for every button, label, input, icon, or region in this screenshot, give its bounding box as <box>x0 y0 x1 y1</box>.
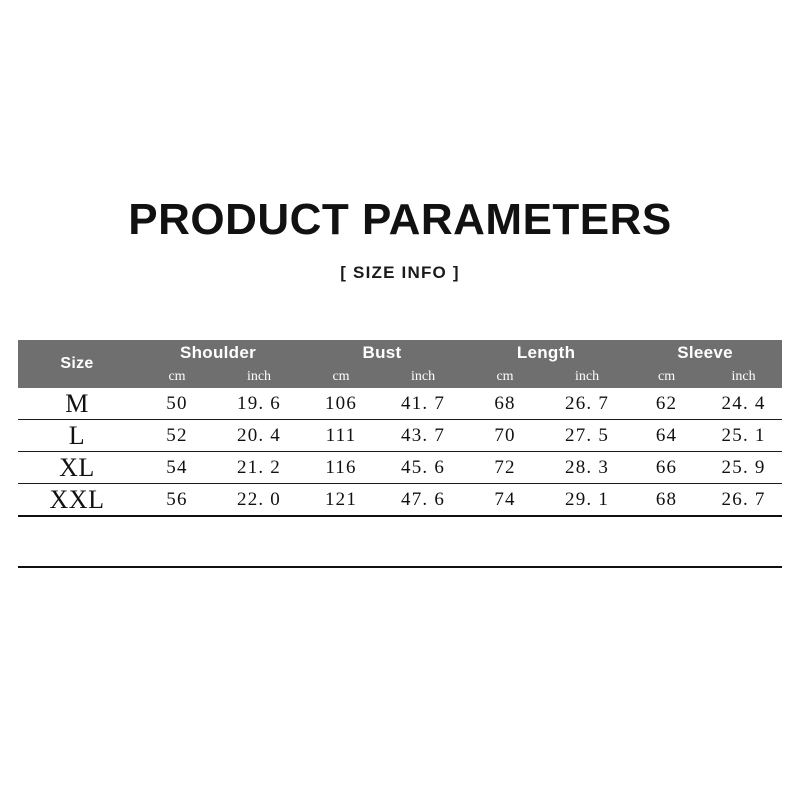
page-subtitle: [ SIZE INFO ] <box>340 263 460 282</box>
header-unit-length-cm: cm <box>464 366 546 388</box>
cell-sleeve-inch: 25. 9 <box>705 452 782 484</box>
cell-length-inch: 27. 5 <box>546 420 628 452</box>
cell-bust-cm: 111 <box>300 420 382 452</box>
cell-sleeve-inch: 24. 4 <box>705 388 782 420</box>
table-row <box>18 452 782 484</box>
page-title: PRODUCT PARAMETERS <box>128 195 672 244</box>
header-unit-length-inch: inch <box>546 366 628 388</box>
cell-shoulder-cm: 56 <box>136 484 218 517</box>
header-unit-sleeve-inch: inch <box>705 366 782 388</box>
cell-sleeve-cm: 68 <box>628 484 705 517</box>
header-group-length: Length <box>464 340 628 366</box>
header-unit-shoulder-cm: cm <box>136 366 218 388</box>
cell-size: XXL <box>18 484 136 517</box>
table-header <box>18 340 782 388</box>
cell-bust-inch: 47. 6 <box>382 484 464 517</box>
table-body <box>18 388 782 516</box>
table-row <box>18 484 782 517</box>
cell-shoulder-cm: 52 <box>136 420 218 452</box>
header-size: Size <box>18 340 136 388</box>
cell-bust-inch: 43. 7 <box>382 420 464 452</box>
size-chart-table <box>18 340 782 517</box>
cell-shoulder-inch: 20. 4 <box>218 420 300 452</box>
cell-size: XL <box>18 452 136 484</box>
cell-length-cm: 70 <box>464 420 546 452</box>
header-group-shoulder: Shoulder <box>136 340 300 366</box>
cell-length-inch: 29. 1 <box>546 484 628 517</box>
header-unit-sleeve-cm: cm <box>628 366 705 388</box>
cell-bust-cm: 106 <box>300 388 382 420</box>
cell-size: L <box>18 420 136 452</box>
cell-length-cm: 74 <box>464 484 546 517</box>
header-group-bust: Bust <box>300 340 464 366</box>
cell-shoulder-inch: 19. 6 <box>218 388 300 420</box>
cell-size: M <box>18 388 136 420</box>
cell-length-cm: 72 <box>464 452 546 484</box>
cell-bust-inch: 41. 7 <box>382 388 464 420</box>
cell-bust-inch: 45. 6 <box>382 452 464 484</box>
header-unit-bust-cm: cm <box>300 366 382 388</box>
header-unit-bust-inch: inch <box>382 366 464 388</box>
cell-length-cm: 68 <box>464 388 546 420</box>
cell-shoulder-inch: 21. 2 <box>218 452 300 484</box>
cell-sleeve-inch: 26. 7 <box>705 484 782 517</box>
cell-length-inch: 26. 7 <box>546 388 628 420</box>
cell-bust-cm: 121 <box>300 484 382 517</box>
cell-sleeve-cm: 66 <box>628 452 705 484</box>
cell-shoulder-cm: 54 <box>136 452 218 484</box>
cell-bust-cm: 116 <box>300 452 382 484</box>
cell-sleeve-cm: 62 <box>628 388 705 420</box>
cell-sleeve-inch: 25. 1 <box>705 420 782 452</box>
size-info-table-wrapper <box>18 340 782 517</box>
header-group-sleeve: Sleeve <box>628 340 782 366</box>
header-unit-shoulder-inch: inch <box>218 366 300 388</box>
cell-shoulder-cm: 50 <box>136 388 218 420</box>
cell-sleeve-cm: 64 <box>628 420 705 452</box>
cell-length-inch: 28. 3 <box>546 452 628 484</box>
table-row <box>18 420 782 452</box>
cell-shoulder-inch: 22. 0 <box>218 484 300 517</box>
bottom-divider <box>18 566 782 568</box>
table-header-group-row <box>18 340 782 366</box>
table-row <box>18 388 782 420</box>
